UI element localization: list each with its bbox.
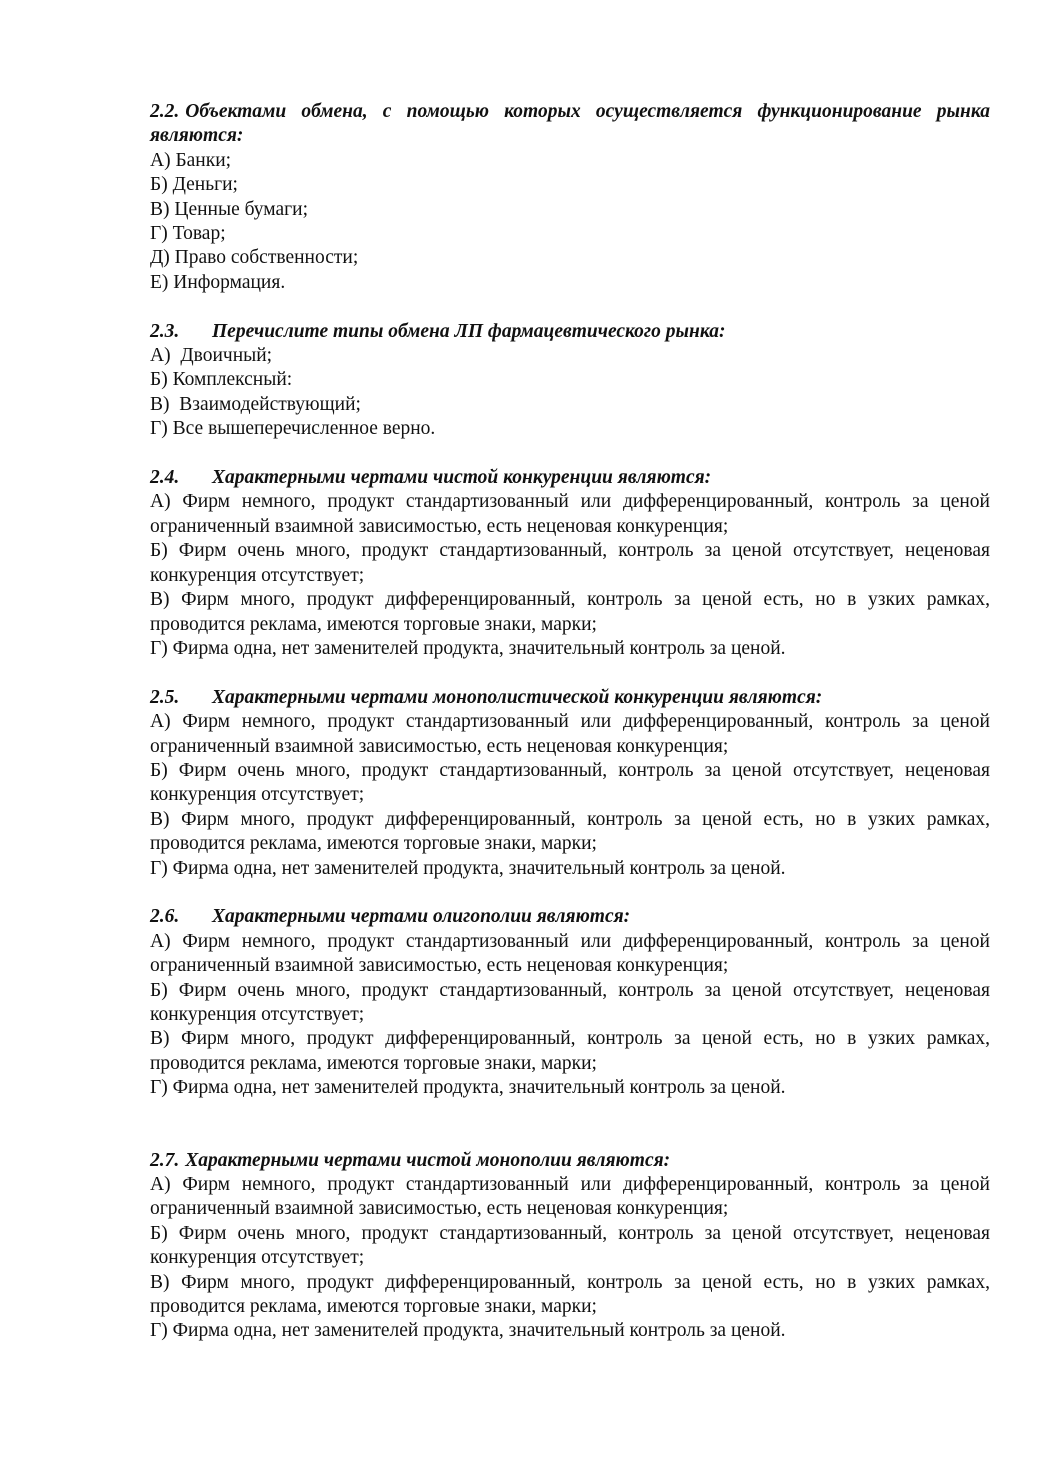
question-title [150, 905, 990, 929]
question-2-7 [150, 1149, 990, 1344]
answer-option: А) Банки; [150, 149, 232, 171]
answer-option: Б) Фирм очень много, продукт стандартизованный, контроль за ценой отсутствует, неценовая конкуренция отсутствует; [150, 1222, 990, 1269]
question-number: 2.2. [150, 101, 180, 122]
answer-option: Б) Фирм очень много, продукт стандартизованный, контроль за ценой отсутствует, неценовая конкуренция отсутствует; [150, 759, 990, 806]
question-title [150, 1149, 990, 1173]
answer-option: А) Фирм немного, продукт стандартизованный или дифференцированный, контроль за ценой ограниченный взаимной зависимостью, есть неценовая конкуренция; [150, 930, 990, 977]
answer-option: Г) Фирма одна, нет заменителей продукта, значительный контроль за ценой. [150, 637, 786, 659]
answer-option: В) Фирм много, продукт дифференцированный, контроль за ценой есть, но в узких рамках, проводится реклама, имеются торговые знаки, марки; [150, 1028, 990, 1074]
question-2-5 [150, 686, 990, 881]
spacer [150, 442, 990, 466]
question-2-4 [150, 466, 990, 661]
spacer [150, 1101, 990, 1149]
question-2-3 [150, 320, 990, 442]
answer-option: А) Фирм немного, продукт стандартизованный или дифференцированный, контроль за ценой ограниченный взаимной зависимостью, есть неценовая конкуренция; [150, 1174, 990, 1220]
spacer [150, 881, 990, 905]
question-text: Характерными чертами монополистической конкуренции являются: [212, 686, 823, 708]
answer-option: Г) Фирма одна, нет заменителей продукта, значительный контроль за ценой. [150, 857, 786, 879]
question-text: Характерными чертами чистой монополии являются: [185, 1149, 671, 1171]
answer-option: Г) Все вышеперечисленное верно. [150, 418, 436, 440]
answer-option: В) Фирм много, продукт дифференцированный, контроль за ценой есть, но в узких рамках, проводится реклама, имеются торговые знаки, марки; [150, 808, 990, 855]
question-title [150, 466, 990, 490]
question-number: 2.6. [150, 906, 180, 928]
answer-option: А) Фирм немного, продукт стандартизованный или дифференцированный, контроль за ценой ограниченный взаимной зависимостью, есть неценовая конкуренция; [150, 491, 990, 537]
answer-option: Б) Фирм очень много, продукт стандартизованный, контроль за ценой отсутствует, неценовая конкуренция отсутствует; [150, 979, 990, 1025]
question-number: 2.7. [150, 1149, 180, 1171]
spacer [150, 661, 990, 685]
question-text: Объектами обмена, с помощью которых осуществляется функционирование рынка являются: [150, 101, 990, 147]
question-title [150, 100, 990, 149]
question-number: 2.4. [150, 467, 180, 489]
answer-option: Г) Товар; [150, 223, 226, 245]
answer-option: А) Двоичный; [150, 345, 273, 367]
answer-option: Б) Комплексный: [150, 369, 293, 391]
question-title [150, 686, 990, 710]
answer-option: Д) Право собственности; [150, 247, 359, 269]
spacer [150, 295, 990, 319]
question-text: Характерными чертами чистой конкуренции являются: [212, 467, 712, 489]
question-2-2 [150, 100, 990, 295]
answer-option: В) Фирм много, продукт дифференцированный, контроль за ценой есть, но в узких рамках, проводится реклама, имеются торговые знаки, марки; [150, 1271, 990, 1318]
answer-option: В) Взаимодействующий; [150, 393, 361, 415]
answer-option: Б) Деньги; [150, 174, 238, 196]
answer-option: В) Фирм много, продукт дифференцированный, контроль за ценой есть, но в узких рамках, проводится реклама, имеются торговые знаки, марки; [150, 589, 990, 635]
question-text: Перечислите типы обмена ЛП фармацевтического рынка: [212, 320, 726, 342]
answer-option: А) Фирм немного, продукт стандартизованный или дифференцированный, контроль за ценой ограниченный взаимной зависимостью, есть неценовая конкуренция; [150, 711, 990, 757]
question-number: 2.5. [150, 686, 180, 708]
answer-option: В) Ценные бумаги; [150, 198, 308, 220]
question-2-6 [150, 905, 990, 1100]
answer-option: Б) Фирм очень много, продукт стандартизованный, контроль за ценой отсутствует, неценовая конкуренция отсутствует; [150, 540, 990, 586]
question-title [150, 320, 990, 344]
question-text: Характерными чертами олигополии являются: [212, 906, 631, 928]
answer-option: Е) Информация. [150, 271, 286, 293]
document-page [150, 100, 990, 1344]
question-number: 2.3. [150, 320, 180, 342]
answer-option: Г) Фирма одна, нет заменителей продукта, значительный контроль за ценой. [150, 1077, 786, 1099]
answer-option: Г) Фирма одна, нет заменителей продукта, значительный контроль за ценой. [150, 1320, 786, 1342]
